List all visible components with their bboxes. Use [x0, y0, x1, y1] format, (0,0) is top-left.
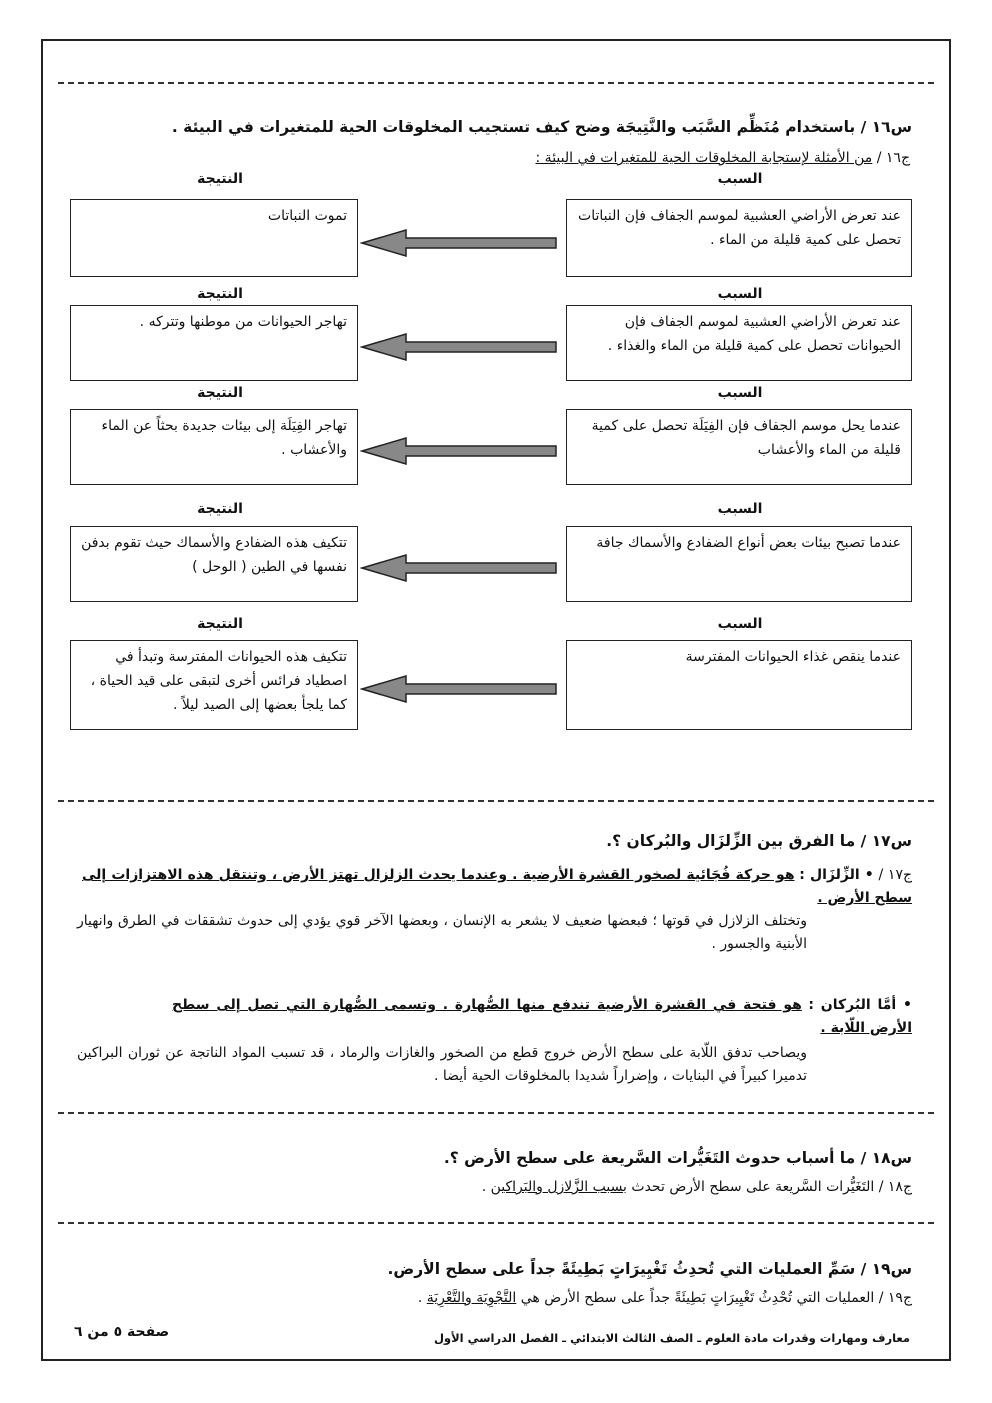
separator	[58, 1222, 934, 1224]
volcano-term: • أمَّا البُركان :	[808, 997, 913, 1013]
cause-box: عند تعرض الأراضي العشبية لموسم الجفاف فإن الحيوانات تحصل على كمية قليلة من الماء والغذاء .	[566, 305, 912, 381]
cause-label: السبب	[717, 171, 763, 187]
result-label: النتيجة	[197, 171, 243, 187]
cause-label: السبب	[717, 616, 763, 632]
answer-16	[536, 150, 910, 166]
answer-18	[482, 1179, 912, 1195]
answer-17-quake	[82, 864, 912, 910]
arrow-left-icon	[360, 332, 560, 362]
answer-18-underlined: بسبب الزَّلازل والبَراكين	[490, 1179, 627, 1195]
cause-label: السبب	[717, 286, 763, 302]
result-box: تهاجر الفِيَلَة إلى بيئات جديدة بحثاً عن الماء والأعشاب .	[70, 409, 358, 485]
result-box: تموت النباتات	[70, 199, 358, 277]
result-label: النتيجة	[197, 286, 243, 302]
cause-label: السبب	[717, 385, 763, 401]
arrow-left-icon	[360, 228, 560, 258]
answer-18-text: التَغَيُّرات السَّريعة على سطح الأرض تحدث	[631, 1179, 875, 1195]
question-16: س١٦ / باستخدام مُنَظِّم السَّبَب والنَّتِيجَة وضح كيف تستجيب المخلوقات الحية للمتغيرات في البيئة .	[171, 118, 912, 136]
quake-term: • الزِّلزَال :	[799, 867, 874, 883]
footer-book-title: معارف ومهارات وقدرات مادة العلوم ـ الصف الثالث الابتدائي ـ الفصل الدراسي الأول	[433, 1331, 910, 1345]
cause-box: عندما تصبح بيئات بعض أنواع الضفادع والأسماك جافة	[566, 526, 912, 602]
quake-detail: وتختلف الزلازل في قوتها ؛ فبعضها ضعيف لا يشعر به الإنسان ، وبعضها الآخر قوي يؤدي إلى حدوث تشققات في الطرق وانهيار الأبنية والجسور .	[77, 913, 807, 952]
separator	[58, 1112, 934, 1114]
cause-box: عند تعرض الأراضي العشبية لموسم الجفاف فإن النباتات تحصل على كمية قليلة من الماء .	[566, 199, 912, 277]
separator	[58, 82, 934, 84]
arrow-left-icon	[360, 674, 560, 704]
cause-box: عندما يحل موسم الجفاف فإن الفِيَلَة تحصل على كمية قليلة من الماء والأعشاب	[566, 409, 912, 485]
question-18: س١٨ / ما أسباب حدوث التَغَيُّرات السَّريعة على سطح الأرض ؟.	[443, 1149, 912, 1167]
result-box: تتكيف هذه الحيوانات المفترسة وتبدأ في اصطياد فرائس أخرى لتبقى على قيد الحياة ، كما يلجأ بعضها إلى الصيد ليلاً .	[70, 640, 358, 730]
result-label: النتيجة	[197, 385, 243, 401]
answer-19-end: .	[417, 1290, 423, 1306]
volcano-detail: ويصاحب تدفق اللّابة على سطح الأرض خروج قطع من الصخور والغازات والرماد ، قد تسبب المواد الناتجة عن ثوران البراكين تدميرا كبيراً في البنايات ، وإضراراً شديدا بالمخلوقات الحية أيضا .	[77, 1045, 807, 1084]
answer-18-end: .	[481, 1179, 487, 1195]
cause-label: السبب	[717, 501, 763, 517]
result-box: تهاجر الحيوانات من موطنها وتتركه .	[70, 305, 358, 381]
separator	[58, 800, 934, 802]
question-19: س١٩ / سَمِّ العمليات التي تُحدِثُ تَغْيِيرَاتٍ بَطِيئَةً جداً على سطح الأرض.	[387, 1260, 912, 1278]
result-label: النتيجة	[197, 616, 243, 632]
result-label: النتيجة	[197, 501, 243, 517]
answer-18-prefix: ج١٨ /	[878, 1179, 912, 1195]
answer-16-text: من الأمثلة لإستجابة المخلوقات الحية للمتغيرات في البيئة :	[535, 150, 873, 166]
answer-17-volcano	[172, 994, 912, 1040]
answer-19-prefix: ج١٩ /	[878, 1290, 912, 1306]
result-box: تتكيف هذه الضفادع والأسماك حيث تقوم بدفن نفسها في الطين ( الوحل )	[70, 526, 358, 602]
quake-definition: هو حركة فُجَائية لصخور القشرة الأرضية . وعندما يحدث الزلزال تهتز الأرض ، وتنتقل هذه الاهتزازات إلى سطح الأرض .	[82, 867, 912, 906]
page-number: صفحة ٥ من ٦	[74, 1324, 170, 1340]
answer-17-prefix: ج١٧ /	[878, 867, 913, 883]
answer-19-text: العمليات التي تُحْدِثُ تَغْيِيرَاتٍ بَطِيئَةً جداً على سطح الأرض هي	[520, 1290, 875, 1306]
answer-16-prefix: ج١٦ /	[876, 150, 910, 166]
volcano-definition: هو فتحة في القشرة الأرضية تندفع منها الصُّهارة . وتسمى الصُّهارة التي تصل إلى سطح الأرض اللّابة .	[172, 997, 912, 1036]
answer-19-underlined: التَّجْوِيَة والتَّعْرِيَة	[426, 1290, 517, 1306]
arrow-left-icon	[360, 436, 560, 466]
question-17: س١٧ / ما الفرق بين الزِّلزَال والبُركان ؟.	[606, 832, 912, 850]
arrow-left-icon	[360, 553, 560, 583]
answer-19	[418, 1290, 912, 1306]
cause-box: عندما ينقص غذاء الحيوانات المفترسة	[566, 640, 912, 730]
